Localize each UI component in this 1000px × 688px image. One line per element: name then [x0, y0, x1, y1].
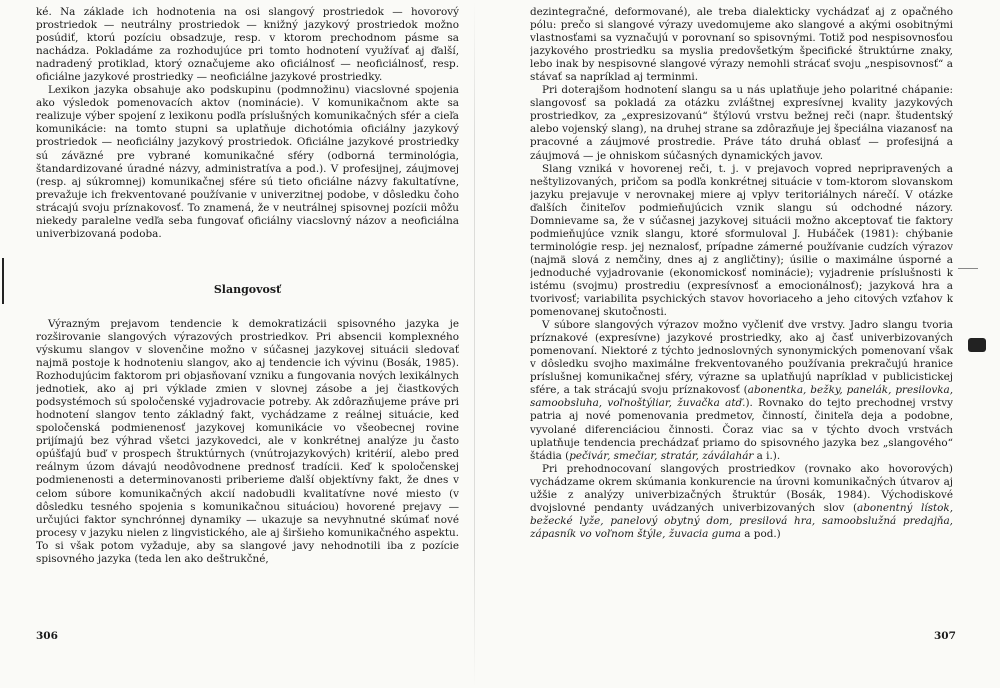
- right-p4-text-b: ). Rovnako do tejto prechodnej vrstvy patria aj nové pomenovania predmetov, činností, činiteľa deja a podobne, vyvolané diferenciáciou činnosti. Čoraz viac sa v týchto dvoch vrstvách uplatňuje tendencia prechádzať priamo do spisovného jazyka bez „slangového“ štádia (: [530, 397, 953, 462]
- page-gutter: [474, 0, 475, 688]
- right-p4-text-c: a i.).: [753, 449, 781, 462]
- section-heading: Slangovosť: [213, 282, 282, 296]
- right-p4-text-a: V súbore slangových výrazov možno vyčleniť dve vrstvy. Jadro slangu tvoria príznakové (expresívne) jazykové prostriedky, ako aj časť univerbizovaných pomenovaní. Niektoré z týchto jednoslovných synonymických pomenovaní však v dôsledku svojho maximálne frekventovaného používania prekračujú hranice príslušnej komunikačnej sféry, výrazne sa uplatňujú napríklad v publicistickej sfére, a tak strácajú svoju príznakovosť (: [530, 319, 953, 397]
- right-paragraph-4: [530, 319, 953, 463]
- left-page: [36, 6, 459, 678]
- right-p5-examples: abonentný lístok, bežecké lyže, panelový obytný dom, presilová hra, samoobslužná predajňa, zápasník vo voľnom štýle, žuvacia guma: [530, 501, 953, 540]
- right-page-number: 307: [934, 630, 956, 642]
- right-paragraph-1: dezintegračné, deformované), ale treba dialekticky vychádzať aj z opačného pólu: prečo si slangové výrazy uvedomujeme ako slangové a akými osobitnými vlastnosťami sa vyznačujú v porovnaní so spisovnými. Totiž pod nespisovnosťou jazykového prostriedku sa myslia predovšetkým špecifické štruktúrne znaky, lebo inak by nespisovné slangové výrazy nemohli strácať svoju „nespisovnosť“ a stávať sa napríklad aj terminmi.: [530, 6, 953, 84]
- left-paragraph-1: ké. Na základe ich hodnotenia na osi slangový prostriedok — hovorový prostriedok — neutrálny prostriedok — knižný jazykový prostriedok možno posúdiť, ktorú pozíciu obsadzuje, resp. v ktorom prechodnom pásme sa nachádza. Pokladáme za rozhodujúce pri tomto hodnotení využívať aj ďalší, nadradený protiklad, ktorý označujeme ako oficiálnosť — neoficiálnosť, resp. oficiálne jazykové prostriedky — neoficiálne jazykové prostriedky.: [36, 6, 459, 84]
- left-paragraph-2: Lexikon jazyka obsahuje ako podskupinu (podmnožinu) viacslovné spojenia ako výsledok pomenovacích aktov (nominácie). V komunikačnom akte sa realizuje výber spojení z lexikonu podľa príslušných komunikačných sfér a cieľa komunikácie: na tomto stupni sa uplatňuje dichotómia oficiálny jazykový prostriedok — neoficiálny jazykový prostriedok. Oficiálne jazykové prostriedky sú záväzné pre vybrané komunikačné sféry (odborná terminológia, štandardizované úradné názvy, administratíva a pod.). V profesijnej, záujmovej (resp. aj súkromnej) komunikačnej sfére sú tieto oficiálne názvy fakultatívne, prevažuje ich frekventované používanie v univerzitnej podobe, v dôsledku čoho strácajú svoju príznakovosť. To znamená, že v neutrálnej spisovnej pozícii môžu niekedy paralelne vedľa seba fungovať oficiálny viacslovný názov a neoficiálna univerbizovaná podoba.: [36, 84, 459, 240]
- left-paragraph-3: Výrazným prejavom tendencie k demokratizácii spisovného jazyka je rozširovanie slangových výrazových prostriedkov. Pri absencii komplexného výskumu slangov v slovenčine možno v súčasnej jazykovej situácii sledovať najmä postoje k hodnoteniu slangov, ako aj tendencie ich vývinu (Bosák, 1985). Rozhodujúcim faktorom pri objasňovaní vzniku a fungovania nových lexikálnych jednotiek, ako aj pri výklade zmien v slovnej zásobe a jej čiastkových podsystémoch sú spoločenské vyjadrovacie potreby. Ak zdôrazňujeme práve pri hodnotení slangov tento základný fakt, vychádzame z reálnej situácie, keď spoločenská podmienenosť jazykovej komunikácie vo všeobecnej rovine prijímajú bez výhrad všetci jazykovedci, ale v konkrétnej analýze ju často opúšťajú buď v prospech štruktúrnych (vnútrojazykových) kritérií, alebo pred reálnym úzom dávajú neodôvodnene prednosť tradícii. Keď k spoločenskej podmienenosti a determinovanosti priberieme ďalší objektívny fakt, že dnes v celom súbore komunikačných akcií nadobudli kvalitatívne nové miesto (v dôsledku tesného spojenia s komunikačnou situáciou) hovorené prejavy — určujúci faktor synchrónnej dynamiky — ukazuje sa nevyhnutné skúmať nové procesy v jazyku nielen z lingvistického, ale aj širšieho komunikačného aspektu. To si však potom vyžaduje, aby sa slangové javy nehodnotili iba z pozície spisovného jazyka (teda len ako deštrukčné,: [36, 317, 459, 565]
- right-paragraph-5: [530, 463, 953, 541]
- right-margin-tick: [958, 268, 978, 269]
- right-margin-mark: [968, 338, 986, 352]
- right-p5-text-b: a pod.): [741, 527, 781, 540]
- left-page-number: 306: [36, 630, 58, 642]
- right-p5-text-a: Pri prehodnocovaní slangových prostriedkov (rovnako ako hovorových) vychádzame okrem skúmania konkurencie na úrovni komunikačných útvarov aj užšie z analýzy univerbizačných štruktúr (Bosák, 1984). Východiskové dvojslovné pendanty uvádzaných univerbizovaných slov (: [530, 462, 953, 514]
- right-paragraph-2: Pri doterajšom hodnotení slangu sa u nás uplatňuje jeho polaritné chápanie: slangovosť sa pokladá za otázku zvláštnej expresívnej kvality jazykových prostriedkov, za „expresizovanú“ štýlovú vrstvu bežnej reči (napr. študentský alebo vojenský slang), na druhej strane sa zdôrazňuje jej špeciálna viazanosť na pracovné a záujmové prostredie. Práve táto druhá oblasť — profesijná a záujmová — je ohniskom súčasných dynamických javov.: [530, 84, 953, 162]
- right-p4-examples-1: abonentka, bežky, panelák, presilovka, samoobsluha, voľnoštýliar, žuvačka atď.: [530, 384, 953, 410]
- right-page: [530, 6, 953, 678]
- right-paragraph-3: Slang vzniká v hovorenej reči, t. j. v prejavoch vopred nepripravených a neštylizovaných, pričom sa podľa konkrétnej situácie v tom-ktorom slovanskom jazyku prejavuje v nerovnakej miere aj vplyv teritoriálnych nárečí. V otázke ďalších činiteľov podmieňujúcich vznik slangu sú odchodné názory. Domnievame sa, že v súčasnej jazykovej situácii možno akceptovať tie faktory podmieňujúce vznik slangu, ktoré sformuloval J. Hubáček (1981): chýbanie terminológie resp. jej neznalosť, prípadne zámerné používanie cudzích výrazov (najmä slová z nemčiny, dnes aj z angličtiny); úsilie o maximálne úsporné a jednoduché vyjadrovanie (ekonomickosť nominácie); vyjadrenie príslušnosti k istému (svojmu) prostrediu (expresívnosť a emocionálnosť); jazyková hra a tvorivosť; variabilita psychických stavov hovoriaceho a jeho citových vzťahov k pomenovanej skutočnosti.: [530, 162, 953, 319]
- right-p4-examples-2: pečivár, smečiar, stratár, záválahár: [569, 449, 754, 462]
- left-margin-mark: [2, 258, 4, 304]
